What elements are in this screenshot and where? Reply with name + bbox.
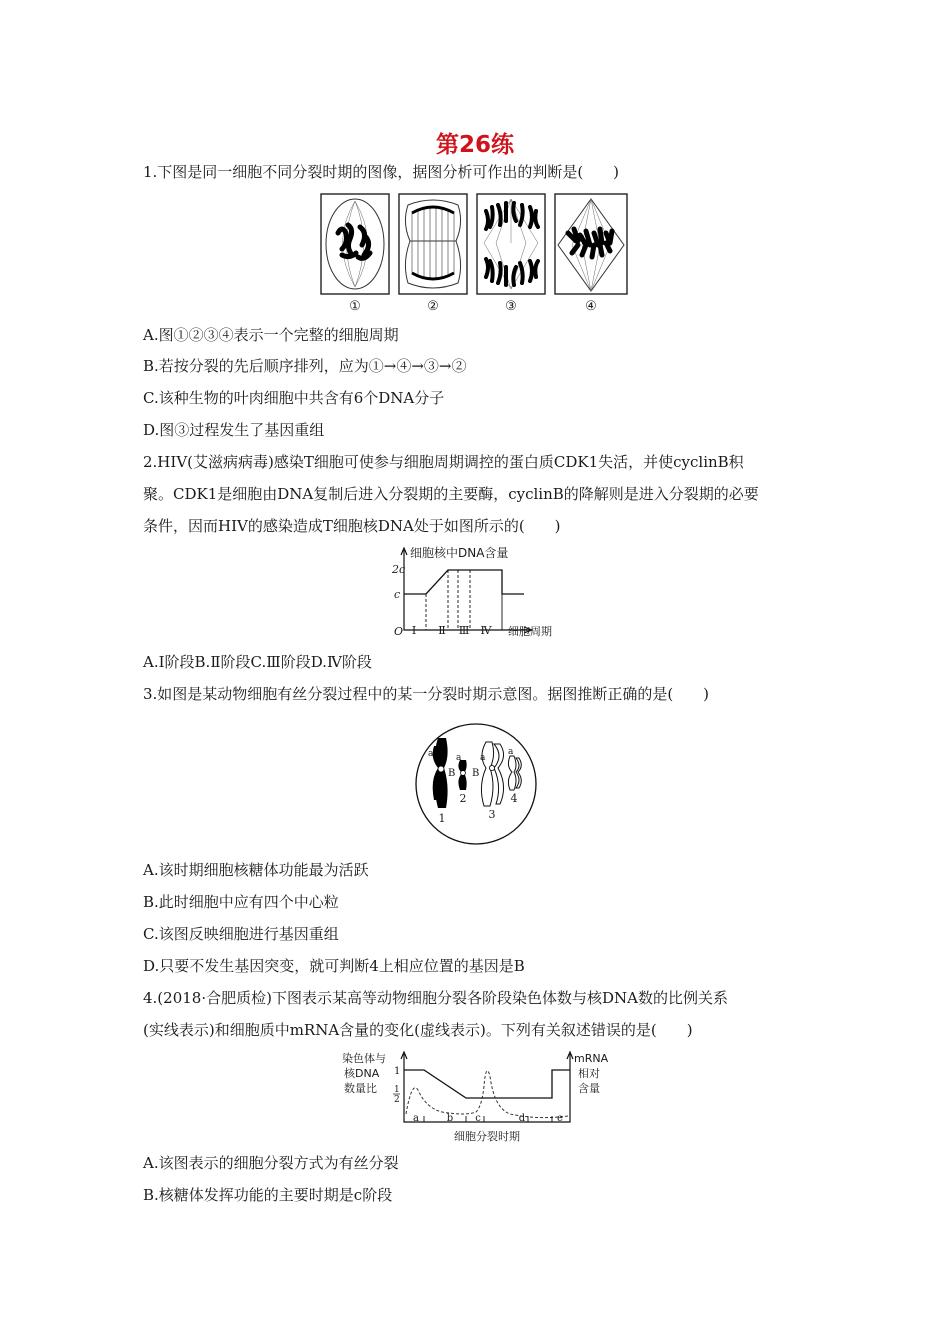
q2-ylabel: 细胞核中DNA含量: [410, 546, 509, 560]
q3-gene-B-1: B: [448, 768, 456, 779]
q2-xlabel: 细胞周期: [508, 625, 552, 638]
q4-right-label-2: 相对: [578, 1067, 600, 1080]
q1-option-b: B.若按分裂的先后顺序排列，应为①→④→③→②: [143, 357, 467, 375]
q2-options: A.Ⅰ阶段B.Ⅱ阶段C.Ⅲ阶段D.Ⅳ阶段: [143, 653, 372, 671]
q4-left-label-1: 染色体与: [342, 1052, 386, 1065]
cell-label-2: ②: [427, 299, 439, 314]
q3-chromosome-1: 1: [438, 812, 446, 825]
cell-label-3: ③: [505, 299, 517, 314]
q2-stem-line-1: 2.HIV(艾滋病病毒)感染T细胞可使参与细胞周期调控的蛋白质CDK1失活，并使cyclinB积: [143, 453, 744, 471]
q3-option-d: D.只要不发生基因突变，就可判断4上相应位置的基因是B: [143, 957, 525, 975]
q3-option-a: A.该时期细胞核糖体功能最为活跃: [143, 861, 369, 879]
q4-right-label-1: mRNA: [574, 1052, 609, 1065]
cell-image-4: [555, 194, 627, 294]
cell-label-4: ④: [585, 299, 597, 314]
q4-right-label-3: 含量: [578, 1082, 600, 1095]
q2-stage-2: Ⅱ: [438, 624, 446, 637]
q3-chromosome-2: 2: [459, 792, 467, 805]
q1-option-c: C.该种生物的叶肉细胞中共含有6个DNA分子: [143, 389, 445, 407]
q4-xlabel: 细胞分裂时期: [454, 1130, 520, 1143]
q4-option-b: B.核糖体发挥功能的主要时期是c阶段: [143, 1186, 393, 1204]
q4-stage-e: e: [557, 1113, 563, 1124]
q1-stem: 1.下图是同一细胞不同分裂时期的图像，据图分析可作出的判断是( ): [143, 163, 620, 181]
q3-cell-figure: [408, 726, 548, 836]
q2-stem-line-2: 聚。CDK1是细胞由DNA复制后进入分裂期的主要酶，cyclinB的降解则是进入分裂期的必要: [143, 485, 759, 503]
q4-stem-line-1: 4.(2018·合肥质检)下图表示某高等动物细胞分裂各阶段染色体数与核DNA数的比例关系: [143, 989, 728, 1007]
q3-gene-a-3: a: [480, 753, 486, 763]
q3-gene-B-2: B: [472, 768, 480, 779]
q2-stem-line-3: 条件，因而HIV的感染造成T细胞核DNA处于如图所示的( ): [143, 517, 561, 535]
q4-left-label-2: 核DNA: [344, 1067, 380, 1080]
q3-gene-a-2: a: [456, 753, 462, 763]
q2-stage-3: Ⅲ: [458, 624, 470, 637]
cell-image-2: [399, 194, 467, 294]
page-title: 第26练: [435, 132, 514, 158]
q4-ytick-half-num: 1: [394, 1085, 400, 1095]
q4-ytick-1: 1: [394, 1066, 401, 1077]
q4-left-label-3: 数量比: [344, 1082, 377, 1095]
q4-ratio-chart: [338, 1050, 618, 1146]
q4-option-a: A.该图表示的细胞分裂方式为有丝分裂: [143, 1154, 399, 1172]
q3-chromosome-4: 4: [510, 792, 518, 805]
q4-stage-d: d: [518, 1113, 526, 1124]
q2-dna-chart: [390, 544, 570, 644]
q4-stem-line-2: (实线表示)和细胞质中mRNA含量的变化(虚线表示)。下列有关叙述错误的是( ): [143, 1021, 693, 1039]
q3-option-c: C.该图反映细胞进行基因重组: [143, 925, 339, 943]
q4-ytick-half-den: 2: [394, 1095, 400, 1105]
q1-figure: [320, 193, 630, 318]
q4-stage-c: c: [475, 1113, 481, 1124]
q3-gene-a-1: a: [428, 749, 434, 759]
q3-chromosome-3: 3: [488, 808, 496, 821]
q1-option-a: A.图①②③④表示一个完整的细胞周期: [143, 326, 399, 344]
cell-label-1: ①: [349, 299, 361, 314]
q4-stage-b: b: [446, 1113, 454, 1124]
q2-ytick-2c: 2c: [392, 563, 406, 576]
q2-ytick-c: c: [394, 588, 401, 601]
cell-image-1: [321, 194, 389, 294]
cell-image-3: [477, 194, 545, 294]
q4-stage-a: a: [413, 1113, 419, 1124]
q1-option-d: D.图③过程发生了基因重组: [143, 421, 325, 439]
q3-gene-a-4: a: [508, 747, 514, 757]
q2-stage-1: Ⅰ: [411, 624, 417, 637]
q3-stem: 3.如图是某动物细胞有丝分裂过程中的某一分裂时期示意图。据图推断正确的是( ): [143, 685, 710, 703]
q2-stage-4: Ⅳ: [480, 624, 492, 637]
q2-origin: O: [394, 625, 404, 638]
q3-option-b: B.此时细胞中应有四个中心粒: [143, 893, 339, 911]
